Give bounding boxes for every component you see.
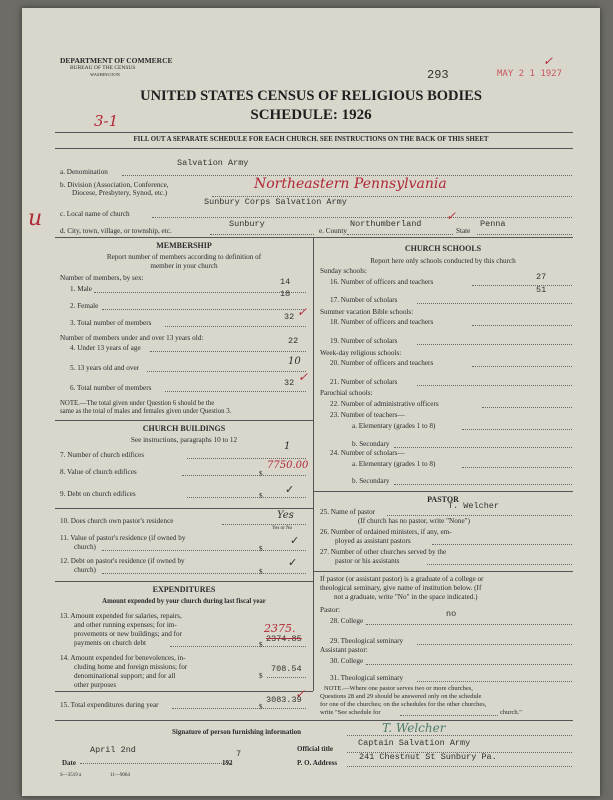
q10-value: Yes <box>277 510 294 521</box>
date-value: April 2nd <box>90 745 136 755</box>
q17-value: 51 <box>536 285 547 295</box>
dollar-sign: $ <box>259 672 263 680</box>
dollar-sign: $ <box>259 492 263 500</box>
q5-label: 5. 13 years old and over <box>70 364 140 372</box>
q12-label: 12. Debt on pastor's residence (if owned by <box>60 557 185 565</box>
check-mark-icon: ✓ <box>285 483 295 496</box>
form-subtitle: SCHEDULE: 1926 <box>250 107 372 123</box>
q31-label: 31. Theological seminary <box>330 674 404 682</box>
city-field-label: d. City, town, village, or township, etc. <box>60 227 172 235</box>
q3-value: 32 <box>284 312 295 322</box>
members-by-sex-label: Number of members, by sex: <box>60 274 144 282</box>
q4-label: 4. Under 13 years of age <box>70 344 141 352</box>
membership-note-2: same as the total of males and females given under Question 3. <box>60 408 232 415</box>
city-label: WASHINGTON <box>90 72 120 77</box>
expenditures-heading: EXPENDITURES <box>152 585 216 594</box>
q14-value: 708.54 <box>271 664 302 674</box>
q27-label-2: pastor or his assistants <box>335 557 400 565</box>
expenditures-intro: Amount expended by your church during last fiscal year <box>102 598 266 605</box>
signature-value: T. Welcher <box>382 721 446 735</box>
q16-value: 27 <box>536 272 547 282</box>
q7-label: 7. Number of church edifices <box>60 451 145 459</box>
q20-label: 20. Number of officers and teachers <box>330 359 434 367</box>
q23a-label: a. Elementary (grades 1 to 8) <box>352 422 436 430</box>
q12-label-2: church) <box>74 566 96 574</box>
check-mark-icon: ✓ <box>446 209 457 223</box>
q2-label: 2. Female <box>70 302 99 310</box>
q10-label: 10. Does church own pastor's residence <box>60 517 174 525</box>
q1-label: 1. Male <box>70 285 92 293</box>
parochial-schools-label: Parochial schools: <box>320 389 373 397</box>
q15-value: 3083.39 <box>266 695 302 705</box>
check-mark-icon: ✓ <box>297 305 308 319</box>
q7-value: 1 <box>284 441 291 452</box>
membership-heading: MEMBERSHIP <box>156 241 212 250</box>
year-prefix: 192 <box>222 759 233 767</box>
q24a-label: a. Elementary (grades 1 to 8) <box>352 460 436 468</box>
q13-handwritten-value: 2375. <box>264 622 296 635</box>
q16-label: 16. Number of officers and teachers <box>330 278 434 286</box>
pastor-note: NOTE.—Where one pastor serves two or more churches, <box>324 685 473 692</box>
q27-label: 27. Number of other churches served by the <box>320 548 447 556</box>
form-title: UNITED STATES CENSUS OF RELIGIOUS BODIES <box>140 88 482 104</box>
pastor-note-4: write "See schedule for <box>320 709 381 716</box>
pastor-note-5: church." <box>500 709 522 716</box>
q13-label-3: provements or new buildings; and for <box>74 630 182 638</box>
q3-label: 3. Total number of members <box>70 319 152 327</box>
q13-label-2: and other running expenses; for im- <box>74 621 177 629</box>
division-label-2: Diocese, Presbytery, Synod, etc.) <box>72 189 168 197</box>
pastor-note-2: Questions 28 and 29 should be answered only on the schedule <box>320 693 482 700</box>
form-code: S—3519 a <box>60 773 82 778</box>
yes-no-hint: Yes or No <box>272 526 293 531</box>
q13-value: 2374.85 <box>266 634 302 644</box>
state-value: Penna <box>480 219 506 229</box>
census-schedule-page <box>22 8 600 796</box>
county-label: e. County <box>319 227 347 235</box>
q22-label: 22. Number of administrative officers <box>330 400 439 408</box>
instructions-line: FILL OUT A SEPARATE SCHEDULE FOR EACH CHURCH. SEE INSTRUCTIONS ON THE BACK OF THIS SHEET <box>133 136 489 143</box>
dollar-sign: $ <box>259 545 263 553</box>
q6-value: 32 <box>284 378 295 388</box>
margin-mark: u <box>28 206 43 231</box>
schools-intro: Report here only schools conducted by this church <box>370 257 516 265</box>
check-mark-icon: ✓ <box>290 534 300 547</box>
bureau-label: BUREAU OF THE CENSUS <box>70 65 136 71</box>
q14-label: 14. Amount expended for benevolences, in- <box>60 654 186 662</box>
city-value: Sunbury <box>229 219 265 229</box>
q26-label: 26. Number of ordained ministers, if any, em- <box>320 528 452 536</box>
graduate-instructions-2: theological seminary, give name of institution below. (If <box>320 584 482 592</box>
q8-label: 8. Value of church edifices <box>60 468 137 476</box>
q5-value: 10 <box>288 356 301 367</box>
dept-label: DEPARTMENT OF COMMERCE <box>60 56 173 65</box>
q1-value: 14 <box>280 277 291 287</box>
graduate-instructions: If pastor (or assistant pastor) is a graduate of a college or <box>320 575 484 583</box>
year-value: 7 <box>236 749 242 759</box>
check-mark-icon: ✓ <box>543 54 554 68</box>
sunday-schools-label: Sunday schools: <box>320 267 367 275</box>
buildings-instructions: See instructions, paragraphs 10 to 12 <box>130 436 238 444</box>
q18-label: 18. Number of officers and teachers <box>330 318 434 326</box>
membership-intro: Report number of members according to definition of <box>106 253 262 261</box>
official-title-value: Captain Salvation Army <box>358 738 471 748</box>
q9-label: 9. Debt on church edifices <box>60 490 136 498</box>
po-address-value: 241 Chestnut St Sunbury Pa. <box>359 752 497 762</box>
q29-label: 29. Theological seminary <box>330 637 404 645</box>
buildings-heading: CHURCH BUILDINGS <box>142 424 226 433</box>
dollar-sign: $ <box>259 641 263 649</box>
q6-label: 6. Total number of members <box>70 384 152 392</box>
pastor-label: Pastor: <box>320 606 340 614</box>
q24b-label: b. Secondary <box>352 477 390 485</box>
state-label: State <box>456 227 471 235</box>
official-title-label: Official title <box>297 745 333 753</box>
q17-label: 17. Number of scholars <box>330 296 398 304</box>
q13-label-4: payments on church debt <box>74 639 147 647</box>
q11-label: 11. Value of pastor's residence (if owned by <box>60 534 186 542</box>
division-label: b. Division (Association, Conference, <box>60 181 169 189</box>
q4-value: 22 <box>288 336 299 346</box>
q23b-label: b. Secondary <box>352 440 390 448</box>
corps-name-value: Sunbury Corps Salvation Army <box>204 197 347 207</box>
q14-label-2: cluding home and foreign missions; for <box>74 663 188 671</box>
pastor-note-3: for one of the churches; on the schedules for the other churches, <box>320 701 487 708</box>
q28-value: no <box>446 609 457 619</box>
q14-label-3: denominational support; and for all <box>74 672 176 680</box>
pastor-heading: PASTOR <box>427 495 459 504</box>
check-mark-icon: ✓ <box>298 370 309 384</box>
dollar-sign: $ <box>259 703 263 711</box>
form-number: 293 <box>427 68 449 82</box>
dollar-sign: $ <box>259 568 263 576</box>
q2-value: 18 <box>280 289 291 299</box>
check-mark-icon: ✓ <box>288 556 298 569</box>
denomination-value: Salvation Army <box>177 158 249 168</box>
denomination-label: a. Denomination <box>60 168 108 176</box>
graduate-instructions-3: not a graduate, write "No" in the space indicated.) <box>334 593 478 601</box>
dollar-sign: $ <box>259 470 263 478</box>
q30-label: 30. College <box>330 657 364 665</box>
q15-label: 15. Total expenditures during year <box>60 701 159 709</box>
assistant-pastor-label: Assistant pastor: <box>320 646 368 654</box>
age-intro-label: Number of members under and over 13 years old: <box>60 334 204 342</box>
q24-label: 24. Number of scholars— <box>330 449 405 457</box>
schools-heading: CHURCH SCHOOLS <box>404 244 482 253</box>
q13-label: 13. Amount expended for salaries, repairs, <box>60 612 182 620</box>
q25-value: T. Welcher <box>448 501 500 511</box>
handwritten-code: 3-1 <box>94 112 119 130</box>
q26-label-2: ployed as assistant pastors <box>335 537 411 545</box>
print-code: 11—9064 <box>110 773 130 778</box>
q23-label: 23. Number of teachers— <box>330 411 405 419</box>
q8-value: 7750.00 <box>267 460 309 471</box>
q25-label: 25. Name of pastor <box>320 508 376 516</box>
membership-intro-2: member in your church <box>150 262 218 270</box>
membership-note: NOTE.—The total given under Question 6 should be the <box>60 400 215 407</box>
weekday-schools-label: Week-day religious schools: <box>320 349 402 357</box>
division-value: Northeastern Pennsylvania <box>254 176 447 192</box>
county-value: Northumberland <box>350 219 422 229</box>
summer-schools-label: Summer vacation Bible schools: <box>320 308 414 316</box>
q21-label: 21. Number of scholars <box>330 378 398 386</box>
q28-label: 28. College <box>330 617 364 625</box>
signature-label: Signature of person furnishing information <box>172 728 301 736</box>
q19-label: 19. Number of scholars <box>330 337 398 345</box>
q14-label-4: other purposes <box>74 681 117 689</box>
po-address-label: P. O. Address <box>297 759 338 767</box>
q11-label-2: church) <box>74 543 96 551</box>
received-stamp: MAY 2 1 1927 <box>497 69 563 79</box>
local-name-label: c. Local name of church <box>60 210 130 218</box>
check-mark-icon: ✓ <box>295 687 306 701</box>
date-label: Date <box>62 759 76 767</box>
q25-note: (If church has no pastor, write "None") <box>358 517 470 525</box>
